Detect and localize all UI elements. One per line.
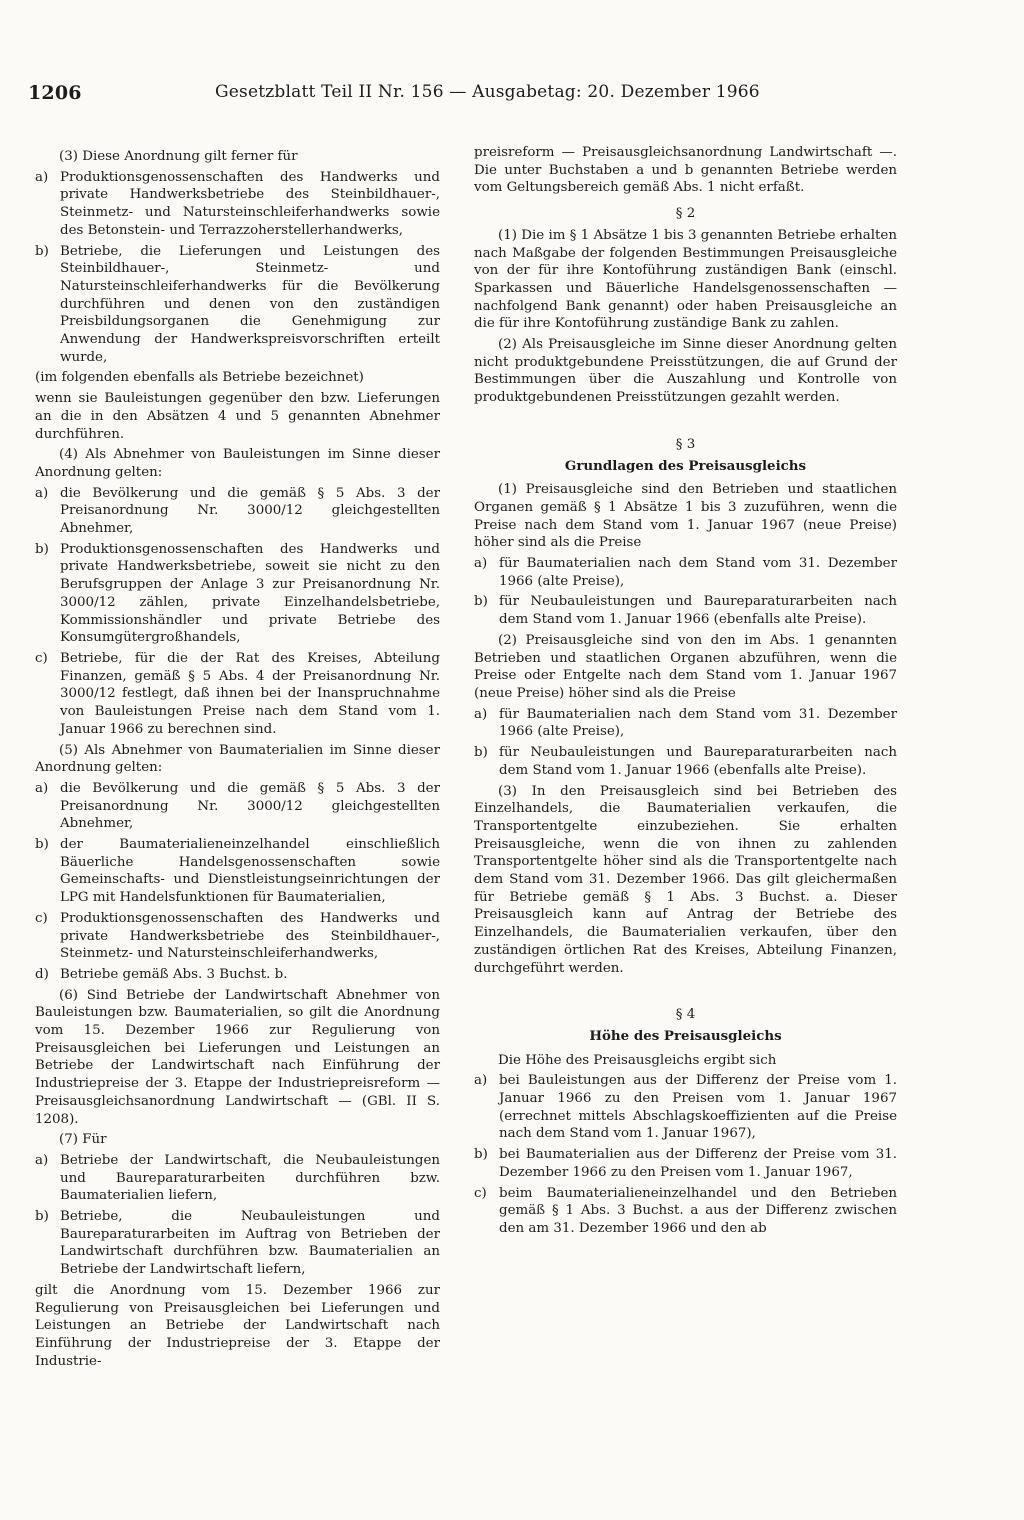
paragraph-3-intro: (3) Diese Anordnung gilt ferner für	[59, 149, 298, 164]
list-item	[474, 1146, 897, 1181]
item-label: b)	[474, 1147, 488, 1163]
item-label: a)	[35, 169, 49, 185]
item-label: c)	[35, 650, 48, 666]
list-item	[35, 1208, 440, 1279]
paragraph-7-intro: (7) Für	[59, 1132, 107, 1148]
item-label: a)	[474, 706, 488, 722]
item-text: bei Baumaterialien aus der Differenz der Preise vom 31. Dezember 1966 zu den Preisen vom 1. Januar 1967,	[499, 1147, 897, 1180]
item-text: Betriebe, die Lieferungen und Leistungen des Steinbildhauer-, Steinmetz- und Natursteinschleiferhandwerks für die Bevölkerung durchführen und denen von den zuständigen Preisbildungsorganen die Genehmigung zur Anwendung der Handwerkspreisvorschriften erteilt wurde,	[60, 243, 440, 365]
list-item	[474, 593, 897, 628]
item-label: c)	[474, 1185, 487, 1201]
item-text: Betriebe, für die der Rat des Kreises, Abteilung Finanzen, gemäß § 5 Abs. 4 der Preisanordnung Nr. 3000/12 festlegt, daß ihnen bei der Inanspruchnahme von Bauleistungen Preise nach dem Stand vom 1. Januar 1966 zu berechnen sind.	[60, 650, 440, 737]
item-label: b)	[474, 594, 488, 610]
paragraph-5-intro: (5) Als Abnehmer von Baumaterialien im Sinne dieser Anordnung gelten:	[35, 742, 440, 776]
paragraph-7-tail: gilt die Anordnung vom 15. Dezember 1966 zur Regulierung von Preisausgleichen bei Lieferungen und Leistungen an Betriebe der Landwirtschaft nach Einführung der Industriepreise der 3. Etappe der Industrie-	[35, 1282, 440, 1369]
list-item	[474, 555, 897, 590]
list-item	[35, 650, 440, 739]
list-item	[35, 541, 440, 647]
item-label: a)	[474, 556, 488, 572]
list-item	[474, 744, 897, 779]
continued-text: preisreform — Preisausgleichsanordnung Landwirtschaft —. Die unter Buchstaben a und b genannten Betriebe werden vom Geltungsbereich gemäß Abs. 1 nicht erfaßt.	[474, 145, 897, 196]
section-3-paragraph-3: (3) In den Preisausgleich sind bei Betrieben des Einzelhandels, die Baumaterialien verkaufen, die Transportentgelte einzubeziehen. Sie erhalten Preisausgleiche, wenn die von ihnen zu zahlenden Transportentgelte höher sind als die Transportentgelte nach dem Stand vom 31. Dezember 1966. Das gilt gleichermaßen für Betriebe gemäß § 1 Abs. 3 Buchst. a. Dieser Preisausgleich kann auf Antrag der Betriebe des Einzelhandels, die Baumaterialien verkaufen, über den zuständigen örtlichen Rat des Kreises, Abteilung Finanzen, durchgeführt werden.	[474, 783, 897, 976]
item-text: Betriebe, die Neubauleistungen und Baureparaturarbeiten im Auftrag von Betrieben der Landwirtschaft durchführen bzw. Baumaterialien an Betriebe der Landwirtschaft liefern,	[60, 1209, 440, 1278]
item-label: b)	[35, 1209, 49, 1225]
section-2-symbol: § 2	[675, 206, 696, 222]
item-label: a)	[35, 780, 49, 796]
item-label: b)	[35, 837, 49, 853]
section-3-paragraph-1: (1) Preisausgleiche sind den Betrieben und staatlichen Organen gemäß § 1 Absätze 1 bis 3 zuzuführen, wenn die Preise nach dem Stand vom 1. Januar 1967 (neue Preise) höher sind als die Preise	[474, 482, 897, 551]
section-4-heading: Höhe des Preisausgleichs	[589, 1027, 782, 1044]
item-text: die Bevölkerung und die gemäß § 5 Abs. 3 der Preisanordnung Nr. 3000/12 gleichgestellten Abnehmer,	[60, 485, 440, 537]
list-item	[35, 966, 440, 984]
section-3-symbol: § 3	[675, 436, 696, 452]
item-label: b)	[35, 541, 49, 557]
section-3-paragraph-2: (2) Preisausgleiche sind von den im Abs. 1 genannten Betrieben und staatlichen Organen abzuführen, wenn die Preise oder Entgelte nach dem Stand vom 1. Januar 1967 (neue Preise) höher sind als die Preise	[474, 632, 897, 701]
item-label: b)	[35, 243, 49, 259]
list-item	[474, 1072, 897, 1143]
item-label: a)	[35, 485, 49, 501]
item-text: der Baumaterialieneinzelhandel einschließlich Bäuerliche Handelsgenossenschaften sowie Gemeinschafts- und Dienstleistungseinrichtungen der LPG mit Handelsfunktionen für Baumaterialien,	[60, 837, 440, 906]
paragraph-4-intro: (4) Als Abnehmer von Bauleistungen im Sinne dieser Anordnung gelten:	[35, 447, 440, 480]
item-label: c)	[35, 910, 48, 926]
section-2-paragraph-2: (2) Als Preisausgleiche im Sinne dieser Anordnung gelten nicht produktgebundene Preisstützungen, die auf Grund der Bestimmungen über die Auszahlung und Kontrolle von produktgebundenen Preisstützungen gezahlt werden.	[474, 337, 897, 406]
item-text: für Neubauleistungen und Baureparaturarbeiten nach dem Stand vom 1. Januar 1966 (ebenfalls alte Preise).	[499, 745, 897, 778]
item-text: für Baumaterialien nach dem Stand vom 31. Dezember 1966 (alte Preise),	[499, 556, 897, 589]
item-text: die Bevölkerung und die gemäß § 5 Abs. 3 der Preisanordnung Nr. 3000/12 gleichgestellten Abnehmer,	[60, 780, 440, 832]
gazette-title: Gesetzblatt Teil II Nr. 156 — Ausgabetag: 20. Dezember 1966	[215, 82, 760, 102]
item-text: für Baumaterialien nach dem Stand vom 31. Dezember 1966 (alte Preise),	[499, 706, 897, 740]
paragraph-6: (6) Sind Betriebe der Landwirtschaft Abnehmer von Bauleistungen bzw. Baumaterialien, so gilt die Anordnung vom 15. Dezember 1966 zur Regulierung von Preisausgleichen bei Lieferungen und Leistungen an Betriebe der Landwirtschaft nach Einführung der Industriepreise der 3. Etappe der Industriepreisreform — Preisausgleichsanordnung Landwirtschaft — (GBl. II S. 1208).	[35, 987, 440, 1127]
list-item	[35, 485, 440, 538]
right-column	[474, 144, 897, 1241]
item-label: b)	[474, 745, 488, 761]
list-item	[35, 836, 440, 907]
list-item	[474, 1185, 897, 1238]
item-label: a)	[35, 1152, 49, 1168]
list-item	[35, 910, 440, 963]
paragraph-3-tail: wenn sie Bauleistungen gegenüber den bzw. Lieferungen an die in den Absätzen 4 und 5 genannten Abnehmer durchführen.	[35, 391, 440, 442]
section-2-paragraph-1: (1) Die im § 1 Absätze 1 bis 3 genannten Betriebe erhalten nach Maßgabe der folgenden Bestimmungen Preisausgleiche von der für ihre Kontoführung zuständigen Bank (einschl. Sparkassen und Bäuerliche Handelsgenossenschaften — nachfolgend Bank genannt) oder haben Preisausgleiche an die für ihre Kontoführung zuständige Bank zu zahlen.	[474, 227, 897, 332]
item-label: d)	[35, 966, 49, 982]
list-item	[35, 169, 440, 240]
section-3-heading: Grundlagen des Preisausgleichs	[564, 457, 807, 474]
item-text: Betriebe der Landwirtschaft, die Neubauleistungen und Baureparaturarbeiten durchführen bzw. Baumaterialien liefern,	[60, 1152, 440, 1204]
item-text: Produktionsgenossenschaften des Handwerks und private Handwerksbetriebe des Steinbildhauer-, Steinmetz- und Natursteinschleiferhandwerks,	[60, 910, 440, 962]
item-text: Betriebe gemäß Abs. 3 Buchst. b.	[60, 966, 288, 982]
list-item	[35, 780, 440, 833]
item-label: a)	[474, 1073, 488, 1089]
list-item	[35, 243, 440, 367]
list-item	[474, 706, 897, 741]
left-column	[35, 148, 440, 1373]
item-text: Produktionsgenossenschaften des Handwerks und private Handwerksbetriebe des Steinbildhauer-, Steinmetz- und Natursteinschleiferhandwerks sowie des Betonstein- und Terrazzoherstellerhandwerks,	[60, 169, 440, 238]
page-number: 1206	[28, 82, 82, 104]
paragraph-3-parenthetical: (im folgenden ebenfalls als Betriebe bezeichnet)	[35, 370, 364, 386]
item-text: bei Bauleistungen aus der Differenz der Preise vom 1. Januar 1966 zu den Preisen vom 1. Januar 1967 (errechnet mittels Abschlagskoeffizienten auf die Preise nach dem Stand vom 1. Januar 1967),	[499, 1073, 897, 1142]
list-item	[35, 1152, 440, 1205]
section-4-symbol: § 4	[675, 1007, 696, 1023]
section-4-intro: Die Höhe des Preisausgleichs ergibt sich	[498, 1052, 777, 1068]
item-text: für Neubauleistungen und Baureparaturarbeiten nach dem Stand vom 1. Januar 1966 (ebenfalls alte Preise).	[499, 594, 897, 628]
item-text: beim Baumaterialieneinzelhandel und den Betrieben gemäß § 1 Abs. 3 Buchst. a aus der Differenz zwischen den am 31. Dezember 1966 und den ab	[499, 1185, 897, 1236]
item-text: Produktionsgenossenschaften des Handwerks und private Handwerksbetriebe, soweit sie nicht zu den Berufsgruppen der Anlage 3 zur Preisanordnung Nr. 3000/12 zählen, private Einzelhandelsbetriebe, Kommissionshändler und private Betriebe des Konsumgütergroßhandels,	[60, 541, 440, 646]
